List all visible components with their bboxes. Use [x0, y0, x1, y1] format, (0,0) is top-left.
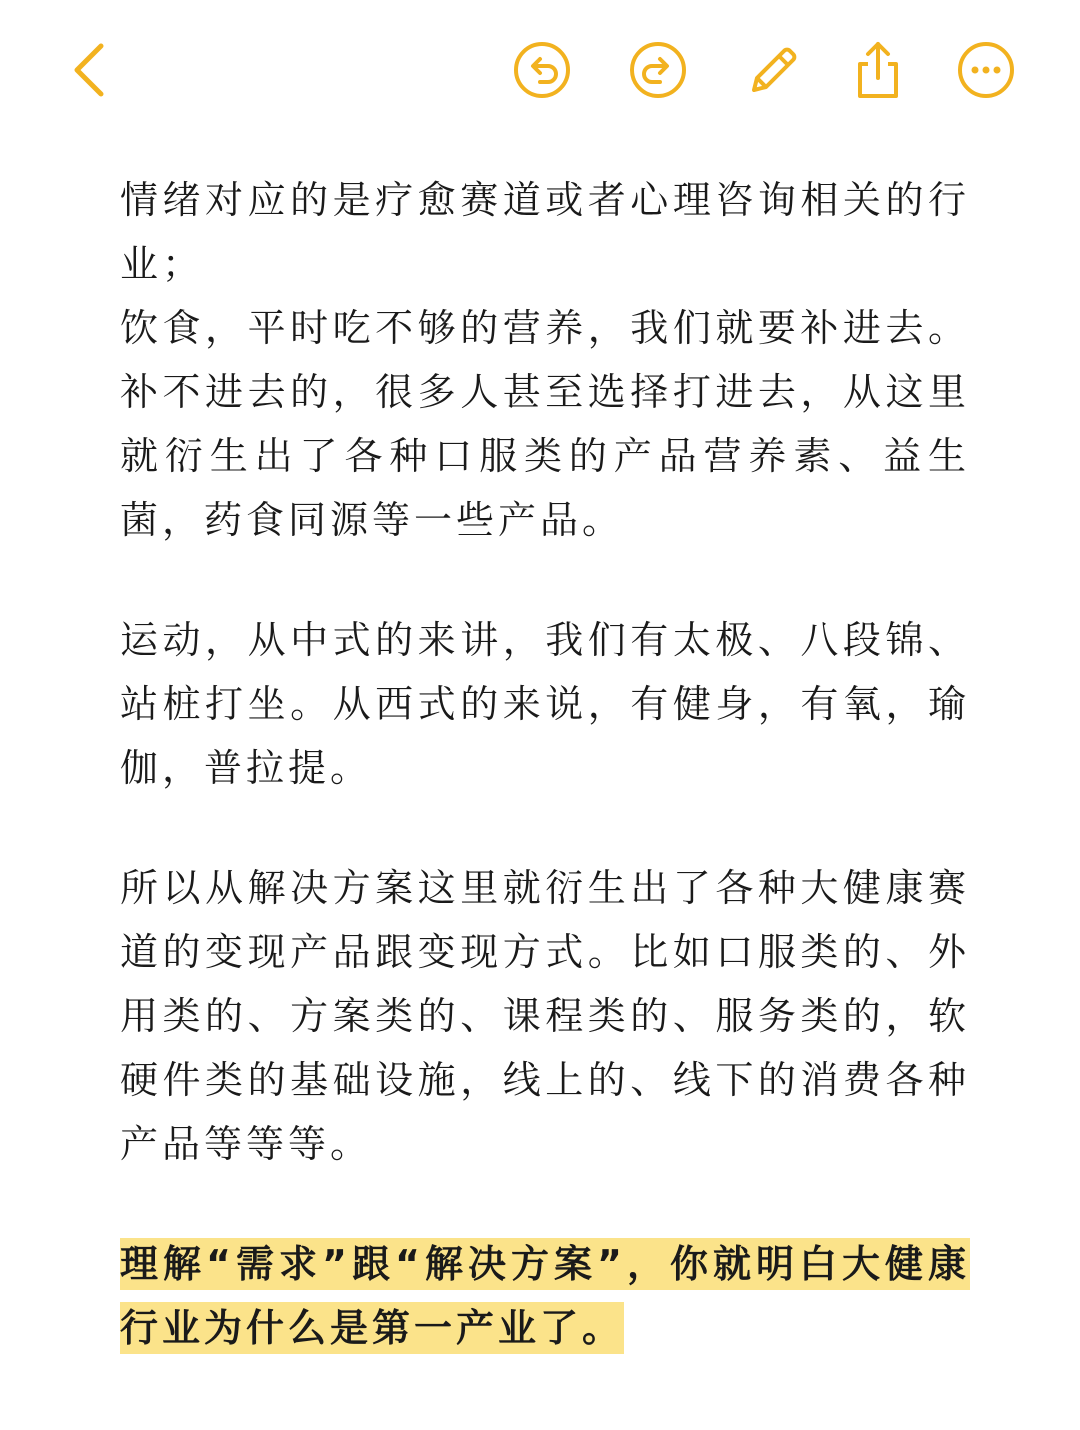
redo-button[interactable] [628, 40, 688, 100]
share-icon [848, 40, 908, 100]
note-paragraph: 所以从解决方案这里就衍生出了各种大健康赛道的变现产品跟变现方式。比如口服类的、外用类的、方案类的、课程类的、服务类的，软硬件类的基础设施，线上的、线下的消费各种产品等等等。 [120, 866, 970, 1166]
more-button[interactable] [956, 40, 1016, 100]
paragraph-spacer [120, 552, 970, 608]
undo-icon [512, 40, 572, 100]
top-toolbar [0, 0, 1080, 140]
paragraph-spacer [120, 1176, 970, 1232]
note-paragraph: 运动，从中式的来讲，我们有太极、八段锦、站桩打坐。从西式的来说，有健身，有氧，瑜伽，普拉提。 [120, 618, 970, 790]
highlighted-text: 理解“需求”跟“解决方案”，你就明白大健康行业为什么是第一产业了。 [120, 1238, 970, 1354]
note-paragraph: 情绪对应的是疗愈赛道或者心理咨询相关的行业； [120, 178, 970, 286]
pencil-icon [742, 40, 802, 100]
note-body[interactable] [120, 168, 970, 1360]
undo-button[interactable] [512, 40, 572, 100]
share-button[interactable] [848, 40, 908, 100]
back-chevron-icon [63, 40, 113, 100]
markup-button[interactable] [742, 40, 802, 100]
note-paragraph: 饮食，平时吃不够的营养，我们就要补进去。补不进去的，很多人甚至选择打进去，从这里就衍生出了各种口服类的产品营养素、益生菌，药食同源等一些产品。 [120, 306, 970, 542]
more-icon [956, 40, 1016, 100]
paragraph-spacer [120, 800, 970, 856]
highlighted-paragraph [120, 1232, 970, 1360]
redo-icon [628, 40, 688, 100]
back-button[interactable] [58, 40, 118, 100]
